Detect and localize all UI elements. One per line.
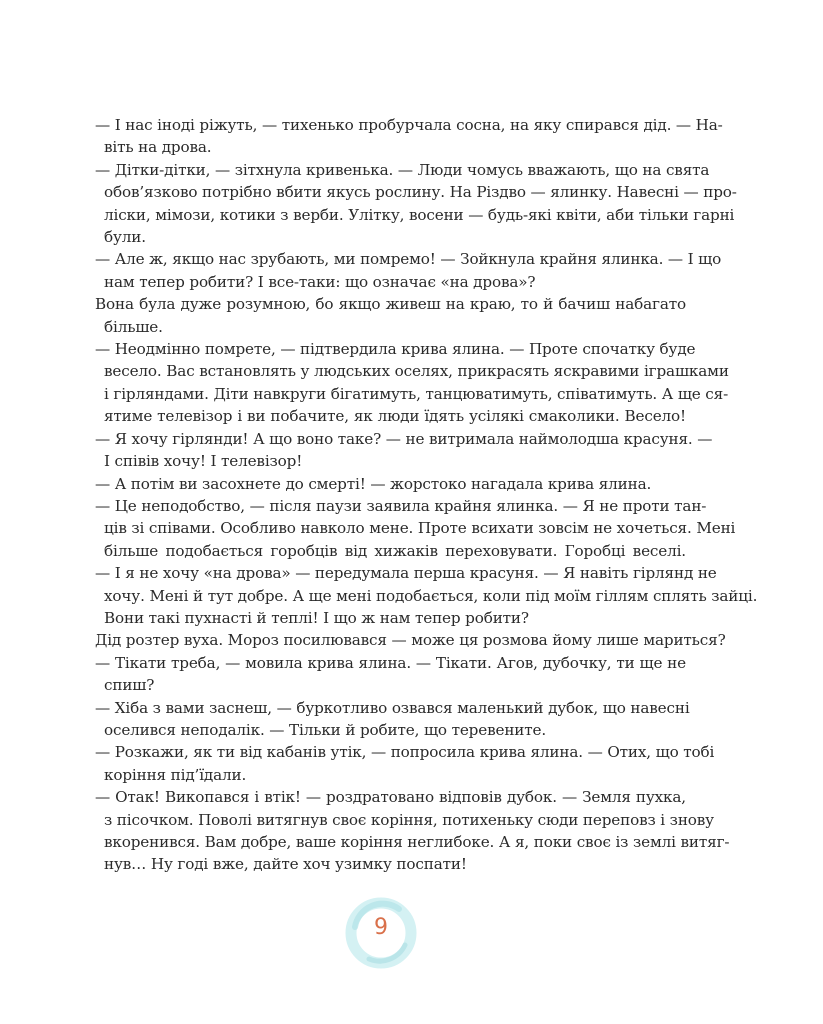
text-line: Вони такі пухнасті й теплі! І що ж нам тепер робити? — [104, 608, 529, 627]
text-line: — Це неподобство, — після паузи заявила крайня ялинка. — Я не проти тан- — [95, 496, 707, 515]
text-line: Дід розтер вуха. Мороз посилювався — може ця розмова йому лише мариться? — [95, 631, 726, 650]
text-line: ятиме телевізор і ви побачите, як люди їдять усілякі смаколики. Весело! — [104, 407, 686, 426]
text-line: хочу. Мені й тут добре. А ще мені подобається, коли під моїм гіллям сплять зайці. — [104, 586, 758, 605]
text-line: — Тікати треба, — мовила крива ялина. — Тікати. Агов, дубочку, ти ще не — [95, 653, 686, 672]
text-line: спиш? — [104, 676, 155, 695]
text-line: І співів хочу! І телевізор! — [104, 452, 303, 471]
text-line: — І нас іноді ріжуть, — тихенько пробурчала сосна, на яку спирався дід. — На- — [95, 116, 723, 134]
text-line: ців зі співами. Особливо навколо мене. Проте всихати зовсім не хочеться. Мені — [104, 519, 736, 538]
text-line: — Неодмінно помрете, — підтвердила крива ялина. — Проте спочатку буде — [95, 340, 696, 359]
text-line: — Дітки-дітки, — зітхнула кривенька. — Люди чомусь вважають, що на свята — [95, 160, 710, 179]
text-line: — Розкажи, як ти від кабанів утік, — попросила крива ялина. — Отих, що тобі — [95, 743, 715, 762]
text-line: віть на дрова. — [104, 138, 212, 157]
text-line: більше. — [104, 317, 163, 336]
text-line: — І я не хочу «на дрова» — передумала перша красуня. — Я навіть гірлянд не — [95, 564, 717, 583]
text-line: — Я хочу гірлянди! А що воно таке? — не витримала наймолодша красуня. — — [95, 429, 713, 448]
text-line: більше подобається горобців від хижаків переховувати. Горобці веселі. — [104, 541, 686, 560]
text-line: оселився неподалік. — Тільки й робите, що теревените. — [104, 720, 547, 739]
text-line: весело. Вас встановлять у людських оселях, прикрасять яскравими іграшками — [104, 362, 729, 381]
text-line: з пісочком. Поволі витягнув своє коріння, потихеньку сюди переповз і знову — [104, 810, 714, 829]
text-line: вкоренився. Вам добре, ваше коріння неглибоке. А я, поки своє із землі витяг- — [104, 833, 730, 851]
page-number: 9 — [374, 915, 388, 940]
text-line: Вона була дуже розумною, бо якщо живеш на краю, то й бачиш набагато — [95, 295, 686, 314]
text-line: нув… Ну годі вже, дайте хоч узимку поспати! — [104, 855, 467, 874]
text-line: і гірляндами. Діти навкруги бігатимуть, танцюватимуть, співатимуть. А ще ся- — [104, 384, 729, 403]
text-line: коріння під’їдали. — [104, 765, 247, 784]
text-line: обов’язково потрібно вбити якусь рослину. На Різдво — ялинку. Навесні — про- — [104, 183, 737, 202]
story-text — [95, 114, 758, 876]
page-number-badge — [341, 893, 421, 973]
text-line: — Хіба з вами заснеш, — буркотливо озвався маленький дубок, що навесні — [95, 698, 690, 717]
text-line: ліски, мімози, котики з верби. Улітку, восени — будь-які квіти, аби тільки гарні — [104, 205, 735, 224]
text-line: були. — [104, 228, 146, 247]
text-line: нам тепер робити? І все-таки: що означає «на дрова»? — [104, 272, 536, 291]
text-line: — Але ж, якщо нас зрубають, ми помремо! — Зойкнула крайня ялинка. — І що — [95, 250, 722, 269]
text-line: — Отак! Викопався і втік! — роздратовано відповів дубок. — Земля пухка, — [95, 788, 686, 807]
text-line: — А потім ви засохнете до смерті! — жорстоко нагадала крива ялина. — [95, 474, 652, 493]
